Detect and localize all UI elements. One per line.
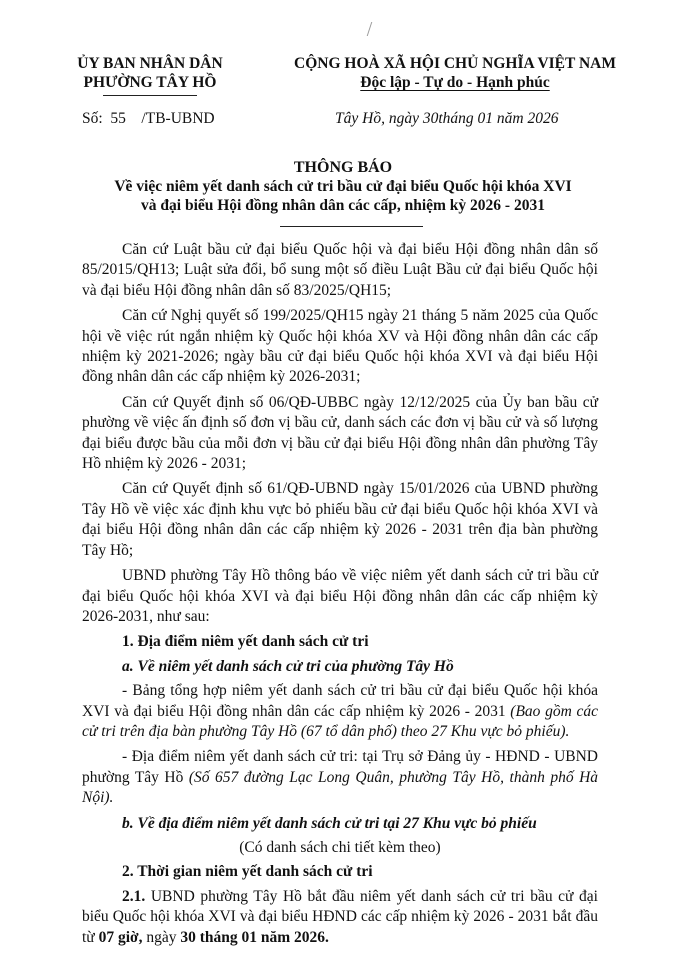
section-1b-heading: b. Về địa điểm niêm yết danh sách cử tri tại 27 Khu vực bỏ phiếu: [122, 814, 537, 832]
item-1-note: (Bao gồm các cử tri trên địa bàn phường Tây Hồ (67 tổ dân phố) theo 27 Khu vực bỏ phiếu).: [82, 702, 598, 740]
section-2-1-text: UBND phường Tây Hồ bắt đầu niêm yết danh sách cử tri bầu cử đại biểu Quốc hội khóa XVI và đại biểu HĐND các cấp nhiệm kỳ 2026 - 2031 bắt đầu từ: [82, 887, 598, 946]
national-title: CỘNG HOÀ XÃ HỘI CHỦ NGHĨA VIỆT NAM: [294, 55, 616, 72]
section-1a-item-2: [82, 747, 598, 808]
section-2-1-date: 30 tháng 01 năm 2026.: [180, 928, 329, 946]
legal-basis-3: Căn cứ Quyết định số 06/QĐ-UBBC ngày 12/12/2025 của Ủy ban bầu cử phường về việc ấn định số đơn vị bầu cử, danh sách các đơn vị bầu cử và số lượng đại biểu được bầu của mỗi đơn vị bầu cử đại biểu Hội đồng nhân dân phường Tây Hồ nhiệm kỳ 2026 - 2031;: [82, 393, 598, 473]
item-2-text: - Địa điểm niêm yết danh sách cử tri: tại Trụ sở Đảng ủy - HĐND - UBND phường Tây Hồ: [82, 748, 598, 786]
document-number: Số: 55 /TB-UBND: [82, 110, 215, 127]
section-1a-heading: a. Về niêm yết danh sách cử tri của phường Tây Hồ: [122, 657, 454, 675]
section-2-1-paragraph: [82, 887, 598, 948]
issuing-authority: [60, 54, 240, 96]
title-subtitle-2: và đại biểu Hội đồng nhân dân các cấp, nhiệm kỳ 2026 - 2031: [141, 197, 545, 214]
section-1-heading: 1. Địa điểm niêm yết danh sách cử tri: [122, 633, 369, 651]
intro-paragraph: UBND phường Tây Hồ thông báo về việc niêm yết danh sách cử tri bầu cử đại biểu Quốc hội khóa XVI và đại biểu Hội đồng nhân dân các cấp nhiệm kỳ 2026-2031, như sau:: [82, 567, 598, 625]
issuer-underline: [103, 95, 197, 96]
issuer-line-2: PHƯỜNG TÂY HỒ: [83, 74, 217, 91]
stray-mark: [367, 22, 373, 36]
legal-basis-2: Căn cứ Nghị quyết số 199/2025/QH15 ngày 21 tháng 5 năm 2025 của Quốc hội về việc rút ngắn nhiệm kỳ Quốc hội khóa XV và Hội đồng nhân dân các cấp nhiệm kỳ 2021-2026; ngày bầu cử đại biểu Quốc hội khóa XVI và đại biểu Hội đồng nhân dân các cấp nhiệm kỳ 2026-2031;: [82, 307, 598, 386]
issuer-line-1: ỦY BAN NHÂN DÂN: [77, 55, 223, 72]
section-2-1-mid: ngày: [142, 928, 181, 946]
section-1b-note: (Có danh sách chi tiết kèm theo): [239, 838, 441, 856]
place-and-date: Tây Hồ, ngày 30tháng 01 năm 2026: [335, 110, 559, 127]
document-body: [82, 240, 598, 953]
legal-basis-4: Căn cứ Quyết định số 61/QĐ-UBND ngày 15/01/2026 của UBND phường Tây Hồ về việc xác định khu vực bỏ phiếu bầu cử đại biểu Quốc hội khóa XVI và đại biểu Hội đồng nhân dân các cấp nhiệm kỳ 2026 - 2031 trên địa bàn phường Tây Hồ;: [82, 480, 598, 559]
national-motto: Độc lập - Tự do - Hạnh phúc: [360, 74, 550, 91]
national-heading: [285, 54, 625, 92]
section-2-1-label: 2.1.: [122, 887, 146, 905]
section-1a-item-1: [82, 681, 598, 742]
legal-basis-1: Căn cứ Luật bầu cử đại biểu Quốc hội và đại biểu Hội đồng nhân dân số 85/2015/QH13; Luật sửa đổi, bổ sung một số điều Luật Bầu cử đại biểu Quốc hội và đại biểu Hội đồng nhân dân số 83/2025/QH15;: [82, 241, 598, 299]
section-2-1-hour: 07 giờ,: [98, 928, 143, 946]
item-1-text: - Bảng tổng hợp niêm yết danh sách cử tri bầu cử đại biểu Quốc hội khóa XVI và đại biểu Hội đồng nhân dân các cấp nhiệm kỳ 2026 - 2031: [82, 682, 598, 720]
item-2-address: (Số 657 đường Lạc Long Quân, phường Tây Hồ, thành phố Hà Nội).: [82, 768, 599, 807]
section-2-heading: 2. Thời gian niêm yết danh sách cử tri: [122, 863, 373, 881]
title-underline: [280, 226, 423, 227]
title-subtitle-1: Về việc niêm yết danh sách cử tri bầu cử đại biểu Quốc hội khóa XVI: [114, 178, 572, 195]
document-title: [60, 158, 626, 215]
title-main: THÔNG BÁO: [293, 159, 393, 176]
